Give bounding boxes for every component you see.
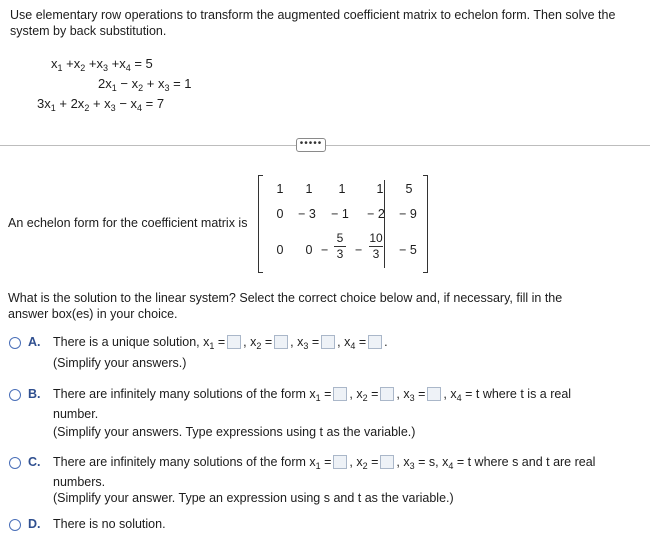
expand-button[interactable]: ••••• [296,138,326,152]
choice-a-radio[interactable] [9,337,21,349]
matrix-cell: 1 [376,182,384,196]
choice-b-letter: B. [28,387,41,401]
choice-b-hint: (Simplify your answers. Type expressions using t as the variable.) [53,425,416,439]
choice-b-text-continued: number. [53,407,99,421]
x2-answer-box[interactable] [380,455,394,469]
question-line-2: answer box(es) in your choice. [8,307,178,321]
matrix-cell: − 5 [399,243,417,257]
matrix-left-bracket [258,175,263,273]
echelon-label: An echelon form for the coefficient matrix is [8,216,248,230]
matrix-cell: 0 [276,207,284,221]
matrix-cell: − 2 [367,207,385,221]
x3-answer-box[interactable] [321,335,335,349]
x1-answer-box[interactable] [333,387,347,401]
equation-3: $3x_1 + 2x_2 + x_3 - x_4 = 7$ [37,96,165,113]
choice-a-letter: A. [28,335,41,349]
choice-d-letter: D. [28,517,41,531]
matrix-cell: − 1 [331,207,349,221]
choice-a-text: There is a unique solution, $x_1$ = , $x_2$ = , $x_3$ = , $x_4$ = . [53,335,388,351]
choice-d-radio[interactable] [9,519,21,531]
matrix-minus-sign: − [321,243,329,257]
equation-1: $x_1 +x_2 +x_3 +x_4 = 5$ [51,56,153,73]
instructions-line-1: Use elementary row operations to transform the augmented coefficient matrix to echelon form. Then solve the [10,8,616,22]
x1-answer-box[interactable] [333,455,347,469]
x2-answer-box[interactable] [274,335,288,349]
choice-a-hint: (Simplify your answers.) [53,356,187,370]
matrix-minus-sign: − [355,243,363,257]
choice-c-text: There are infinitely many solutions of the form $x_1$ = , $x_2$ = , $x_3 = s$, $x_4 = t$ where s and t are real [53,455,596,471]
matrix-cell: − 3 [298,207,316,221]
matrix-cell: 0 [305,243,313,257]
choice-c-hint: (Simplify your answer. Type an expression using s and t as the variable.) [53,491,454,505]
matrix-cell: 0 [276,243,284,257]
x3-answer-box[interactable] [427,387,441,401]
instructions-line-2: system by back substitution. [10,24,167,38]
choice-b-radio[interactable] [9,389,21,401]
matrix-fraction: 5 3 [329,232,351,261]
choice-b-text: There are infinitely many solutions of the form $x_1$ = , $x_2$ = , $x_3$ = , $x_4 = t$ where t is a real [53,387,572,403]
x1-answer-box[interactable] [227,335,241,349]
matrix-fraction: 10 3 [369,231,383,261]
choice-c-radio[interactable] [9,457,21,469]
choice-d-text: There is no solution. [53,517,166,531]
matrix-cell: 5 [405,182,413,196]
matrix-cell: 1 [276,182,284,196]
choice-c-text-continued: numbers. [53,475,106,489]
equation-2: $2x_1 - x_2 + x_3 = 1$ [98,76,192,93]
choice-c-letter: C. [28,455,41,469]
matrix-right-bracket [423,175,428,273]
x4-answer-box[interactable] [368,335,382,349]
x2-answer-box[interactable] [380,387,394,401]
question-line-1: What is the solution to the linear system? Select the correct choice below and, if necessary, fill in the [8,291,563,305]
matrix-cell: 1 [338,182,346,196]
matrix-cell: 1 [305,182,313,196]
matrix-cell: − 9 [399,207,417,221]
